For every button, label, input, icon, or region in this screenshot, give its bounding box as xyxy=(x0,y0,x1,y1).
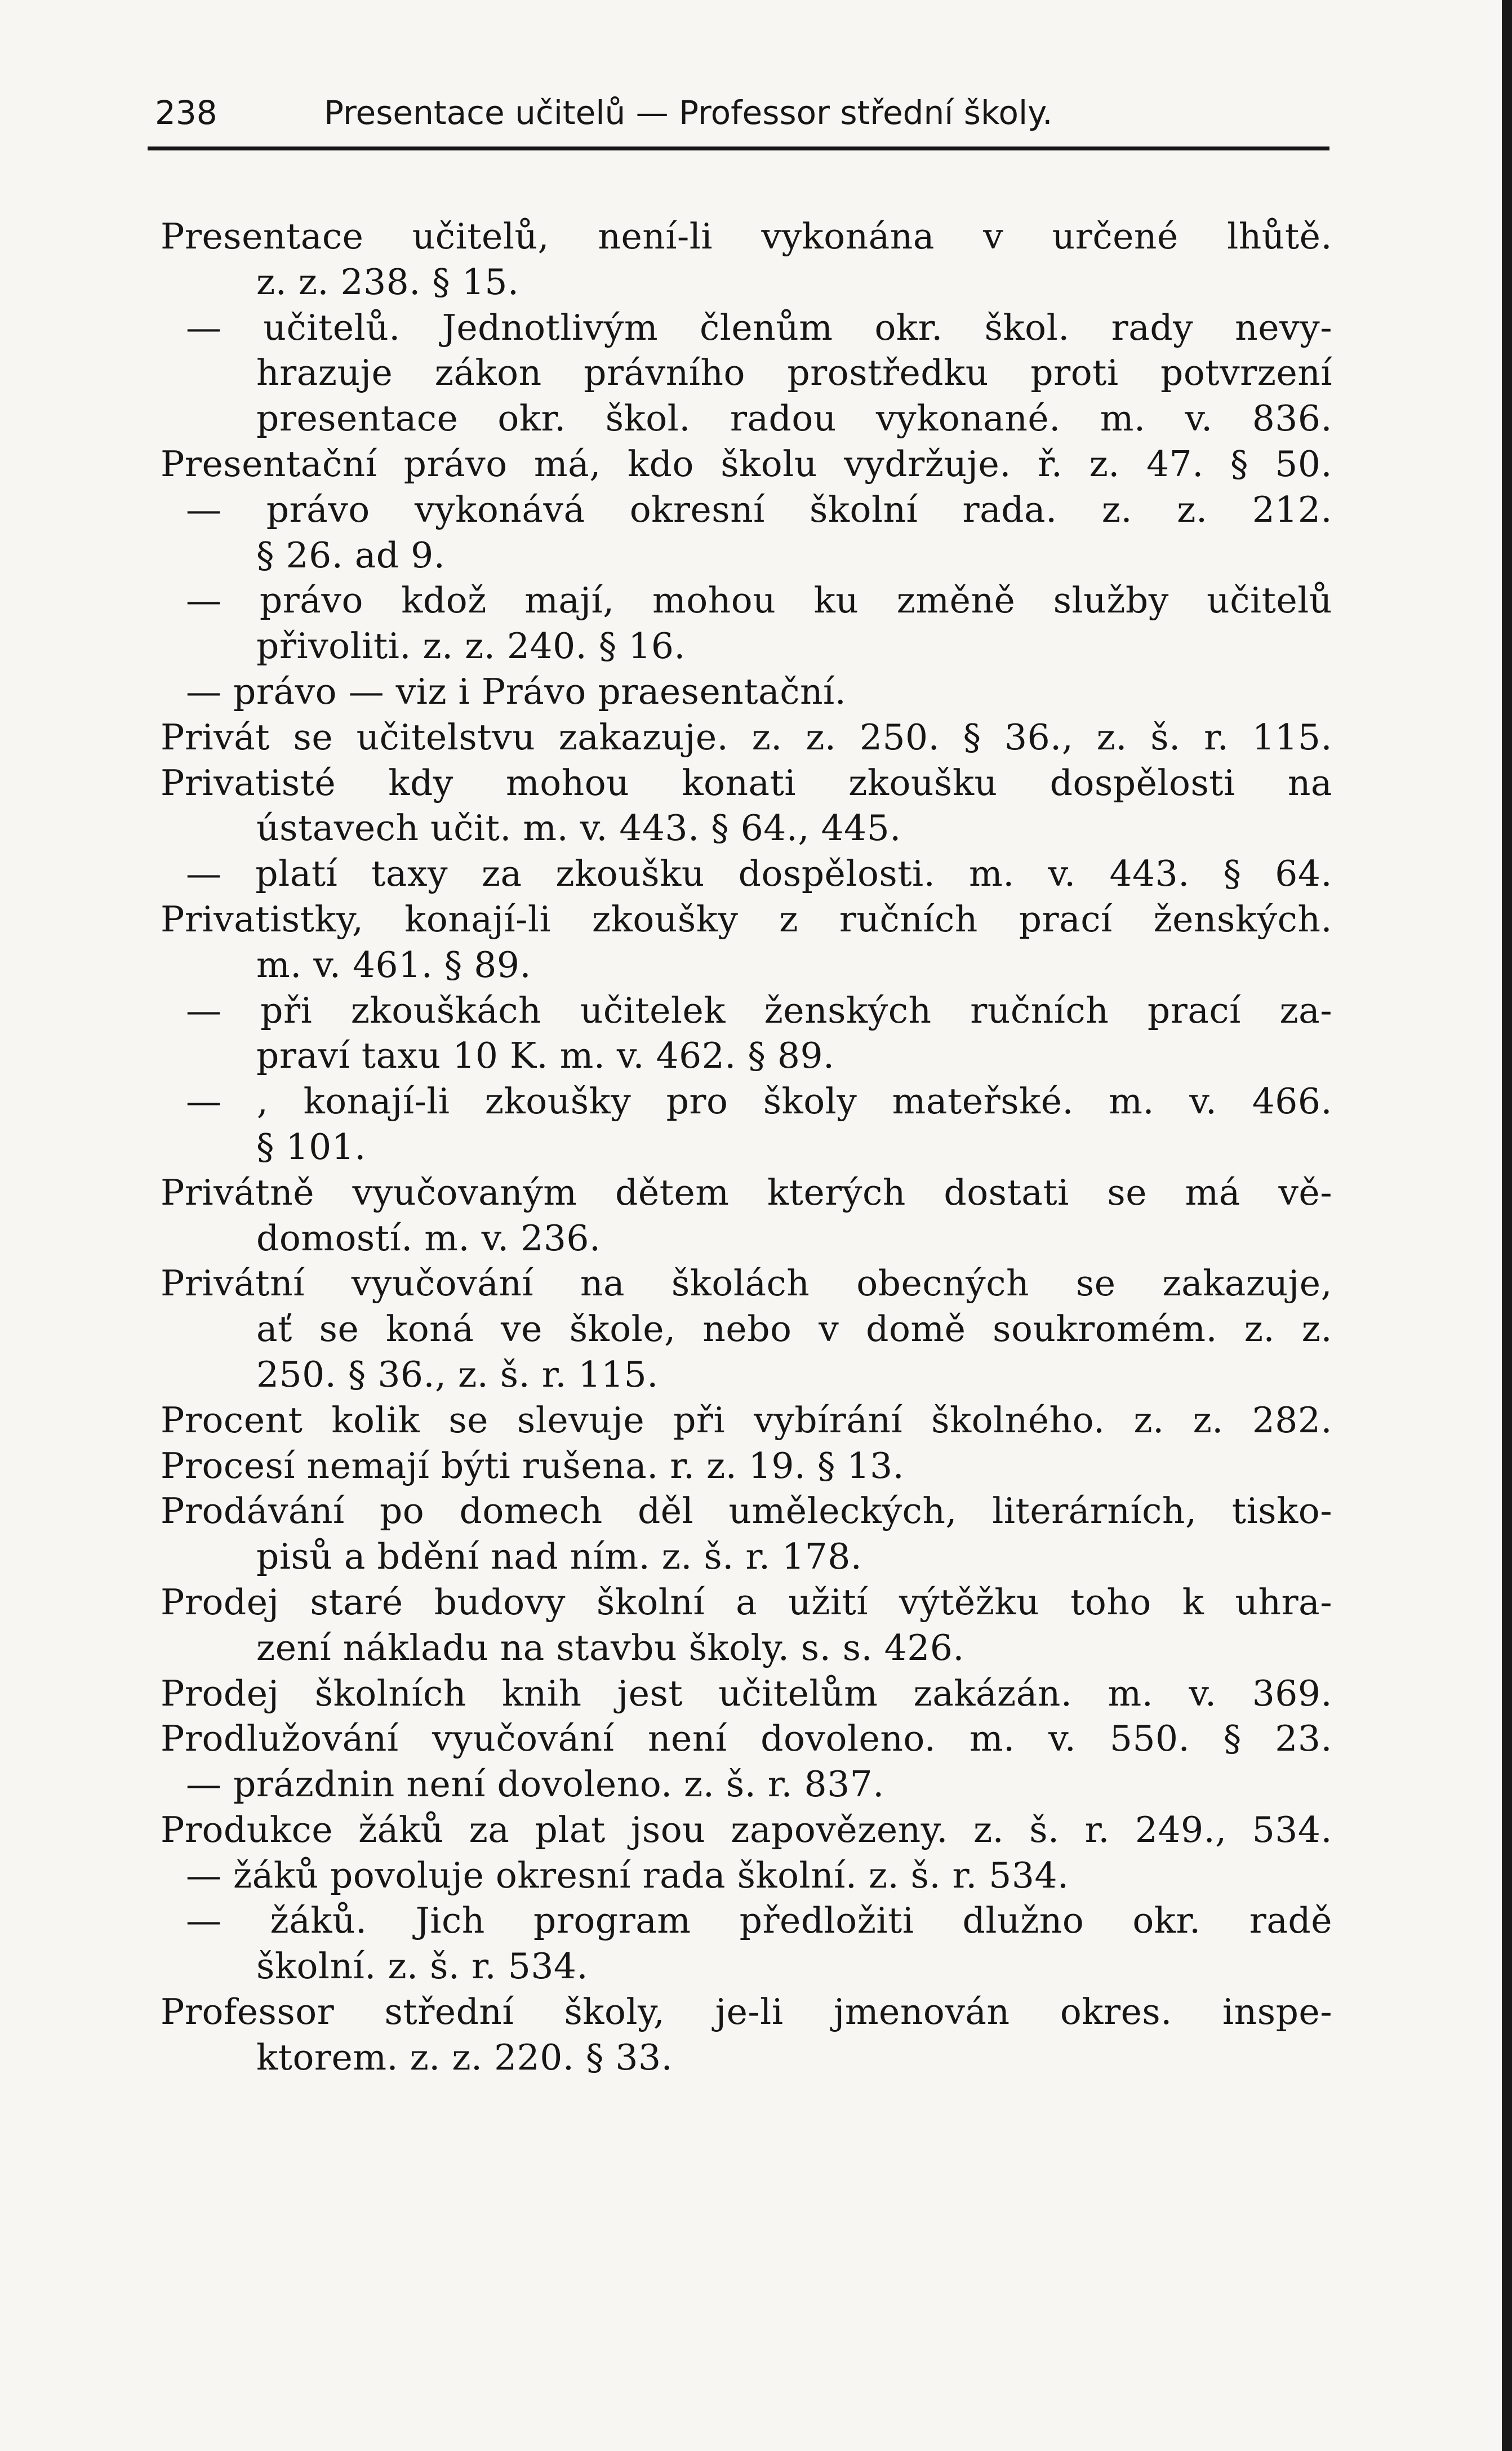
line-text: — , konají-li zkoušky pro školy mateřské. m. v. 466. xyxy=(186,1081,1332,1122)
index-entry-line xyxy=(161,1990,1332,2035)
index-entry-line xyxy=(161,761,1332,806)
index-subentry-line xyxy=(161,487,1332,533)
index-entry-line xyxy=(161,1716,1332,1762)
line-text: ústavech učit. m. v. 443. § 64., 445. xyxy=(256,807,901,849)
line-text: — právo — viz i Právo praesentační. xyxy=(186,671,847,712)
line-text: Procent kolik se slevuje při vybírání školného. z. z. 282. xyxy=(161,1399,1332,1441)
line-text: přivoliti. z. z. 240. § 16. xyxy=(256,625,686,667)
index-entry-line xyxy=(161,214,1332,260)
index-continuation-line xyxy=(161,1626,1332,1671)
line-text: hrazuje zákon právního prostředku proti potvrzení xyxy=(256,352,1332,394)
index-subentry-line xyxy=(161,1898,1332,1944)
line-text: — právo kdož mají, mohou ku změně služby učitelů xyxy=(186,580,1332,621)
index-subentry-line xyxy=(161,305,1332,351)
index-continuation-line xyxy=(161,806,1332,851)
line-text: — platí taxy za zkoušku dospělosti. m. v. 443. § 64. xyxy=(186,853,1332,895)
index-continuation-line xyxy=(161,350,1332,396)
line-text: Prodej staré budovy školní a užití výtěžku toho k uhra- xyxy=(161,1581,1332,1623)
line-text: Privátně vyučovaným dětem kterých dostati se má vě- xyxy=(161,1171,1332,1213)
running-title: Presentace učitelů — Professor střední školy. xyxy=(324,94,1053,132)
index-entry-line xyxy=(161,1671,1332,1717)
index-entry-line xyxy=(161,715,1332,761)
page-number: 238 xyxy=(155,94,217,132)
line-text: — učitelů. Jednotlivým členům okr. škol. rady nevy- xyxy=(186,307,1332,348)
index-entry-line xyxy=(161,1261,1332,1307)
index-entry-line xyxy=(161,1398,1332,1444)
line-text: Privatisté kdy mohou konati zkoušku dospělosti na xyxy=(161,762,1332,803)
line-text: Prodej školních knih jest učitelům zakázán. m. v. 369. xyxy=(161,1672,1332,1714)
index-continuation-line xyxy=(161,2035,1332,2081)
index-continuation-line xyxy=(161,396,1332,442)
line-text: — žáků povoluje okresní rada školní. z. š. r. 534. xyxy=(186,1854,1069,1896)
index-entries xyxy=(161,214,1332,2081)
index-continuation-line xyxy=(161,943,1332,988)
index-entry-line xyxy=(161,1808,1332,1853)
line-text: Privatistky, konají-li zkoušky z ručních prací ženských. xyxy=(161,898,1332,940)
index-subentry-line xyxy=(161,988,1332,1034)
line-text: Prodávání po domech děl uměleckých, literárních, tisko- xyxy=(161,1490,1332,1532)
line-text: ktorem. z. z. 220. § 33. xyxy=(256,2036,673,2078)
line-text: školní. z. š. r. 534. xyxy=(256,1946,589,1987)
index-continuation-line xyxy=(161,1307,1332,1352)
line-text: Prodlužování vyučování není dovoleno. m. v. 550. § 23. xyxy=(161,1718,1332,1760)
index-subentry-line xyxy=(161,578,1332,624)
index-continuation-line xyxy=(161,533,1332,579)
index-entry-line xyxy=(161,1170,1332,1216)
line-text: — žáků. Jich program předložiti dlužno okr. radě xyxy=(186,1900,1332,1942)
index-subentry-line xyxy=(161,669,1332,715)
index-entry-line xyxy=(161,442,1332,487)
index-continuation-line xyxy=(161,260,1332,305)
line-text: Produkce žáků za plat jsou zapovězeny. z. š. r. 249., 534. xyxy=(161,1809,1332,1850)
line-text: domostí. m. v. 236. xyxy=(256,1217,601,1259)
line-text: z. z. 238. § 15. xyxy=(256,261,519,303)
line-text: Presentační právo má, kdo školu vydržuje. ř. z. 47. § 50. xyxy=(161,443,1332,485)
line-text: m. v. 461. § 89. xyxy=(256,944,531,985)
page-edge-shadow xyxy=(1502,0,1512,2451)
line-text: — prázdnin není dovoleno. z. š. r. 837. xyxy=(186,1764,884,1805)
line-text: 250. § 36., z. š. r. 115. xyxy=(256,1353,659,1395)
line-text: Privátní vyučování na školách obecných se zakazuje, xyxy=(161,1263,1332,1304)
header-rule xyxy=(148,146,1329,150)
line-text: presentace okr. škol. radou vykonané. m. v. 836. xyxy=(256,398,1332,439)
index-continuation-line xyxy=(161,624,1332,669)
line-text: — právo vykonává okresní školní rada. z. z. 212. xyxy=(186,489,1332,530)
index-continuation-line xyxy=(161,1125,1332,1170)
line-text: praví taxu 10 K. m. v. 462. § 89. xyxy=(256,1035,835,1077)
index-entry-line xyxy=(161,1489,1332,1534)
line-text: zení nákladu na stavbu školy. s. s. 426. xyxy=(256,1627,964,1668)
index-continuation-line xyxy=(161,1216,1332,1262)
line-text: ať se koná ve škole, nebo v domě soukromém. z. z. xyxy=(256,1308,1332,1350)
index-subentry-line xyxy=(161,1079,1332,1125)
line-text: pisů a bdění nad ním. z. š. r. 178. xyxy=(256,1536,862,1578)
line-text: Procesí nemají býti rušena. r. z. 19. § 13. xyxy=(161,1445,905,1486)
index-continuation-line xyxy=(161,1033,1332,1079)
index-subentry-line xyxy=(161,851,1332,897)
index-entry-line xyxy=(161,1580,1332,1626)
line-text: — při zkouškách učitelek ženských ručních prací za- xyxy=(186,989,1332,1031)
line-text: Privát se učitelstvu zakazuje. z. z. 250. § 36., z. š. r. 115. xyxy=(161,716,1332,758)
index-continuation-line xyxy=(161,1534,1332,1580)
line-text: § 101. xyxy=(256,1126,366,1167)
index-entry-line xyxy=(161,897,1332,943)
index-continuation-line xyxy=(161,1944,1332,1990)
index-continuation-line xyxy=(161,1352,1332,1398)
page-header xyxy=(155,90,1327,135)
index-entry-line xyxy=(161,1444,1332,1489)
line-text: Professor střední školy, je-li jmenován okres. inspe- xyxy=(161,1991,1332,2033)
line-text: § 26. ad 9. xyxy=(256,534,446,576)
index-subentry-line xyxy=(161,1762,1332,1808)
line-text: Presentace učitelů, není-li vykonána v určené lhůtě. xyxy=(161,216,1332,257)
index-subentry-line xyxy=(161,1853,1332,1899)
